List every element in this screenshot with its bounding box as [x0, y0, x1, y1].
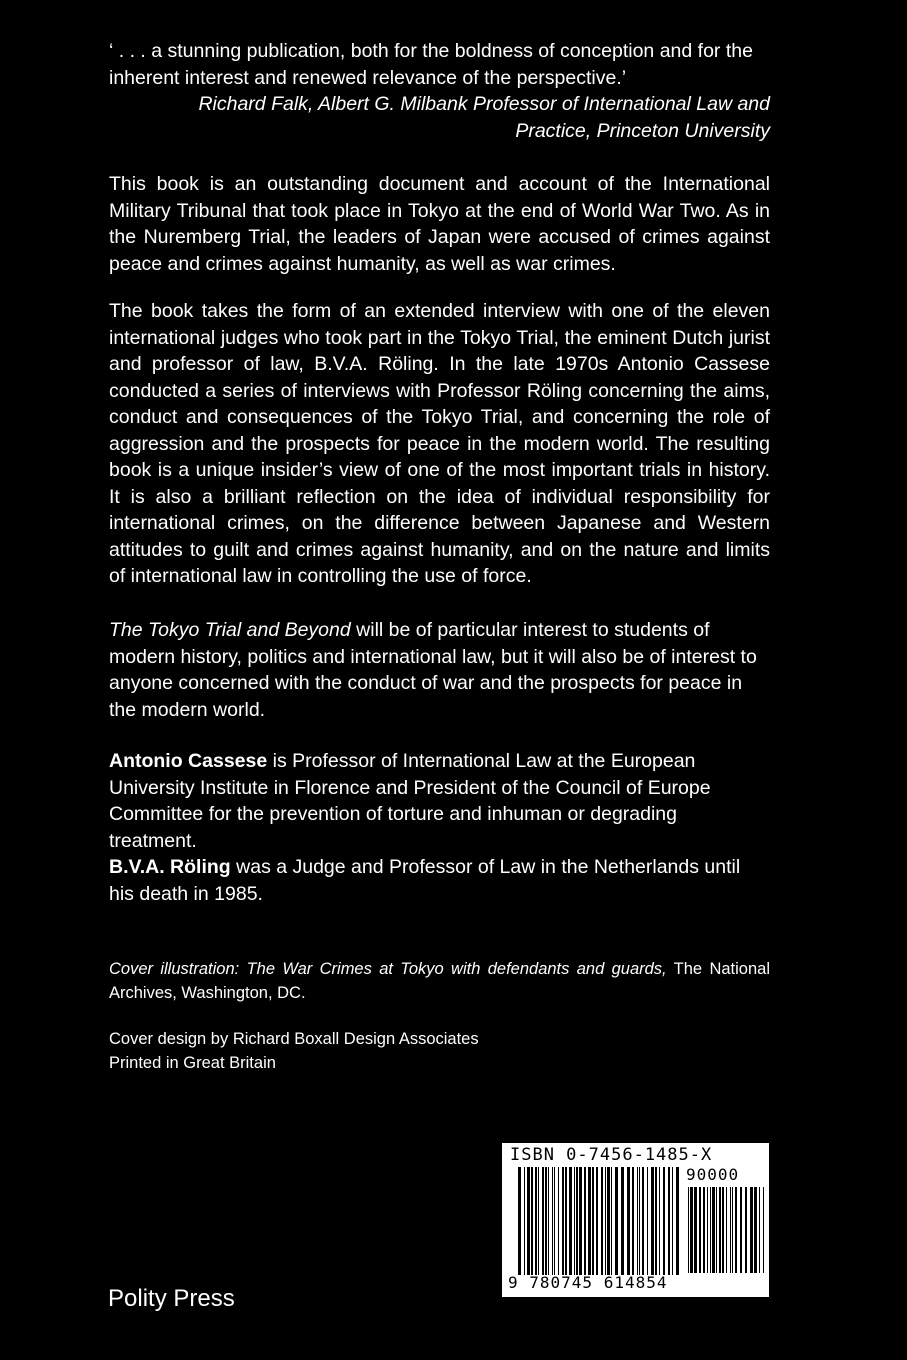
- illustration-source: The National Archives, Washington, DC.: [109, 960, 770, 1002]
- attribution-line-1: Richard Falk, Albert G. Milbank Professor of International Law and: [198, 93, 770, 115]
- barcode-bar: [524, 1167, 525, 1275]
- barcode-bar: [588, 1167, 591, 1275]
- barcode-bar: [615, 1167, 618, 1275]
- quote-text: ‘ . . . a stunning publication, both for the boldness of conception and for the inherent interest and renewed relevance of the perspective.’: [109, 40, 753, 89]
- barcode-bar: [538, 1167, 539, 1275]
- attribution-line-2: Practice, Princeton University: [515, 119, 770, 142]
- barcode-bar: [592, 1167, 594, 1275]
- barcode-bar: [722, 1187, 724, 1273]
- barcode-bar: [565, 1167, 567, 1275]
- barcode-bar: [730, 1187, 731, 1273]
- barcode-bar: [740, 1187, 742, 1273]
- author-name-cassese: Antonio Cassese: [109, 750, 268, 772]
- barcode-bar: [719, 1187, 721, 1273]
- barcode-bar: [554, 1167, 555, 1275]
- publisher-name: Polity Press: [108, 1285, 235, 1312]
- barcode-bar: [663, 1167, 665, 1275]
- illustration-caption: Cover illustration: The War Crimes at Tokyo with defendants and guards,: [109, 960, 667, 978]
- barcode-bar: [750, 1187, 753, 1273]
- barcode-bar: [707, 1187, 708, 1273]
- barcode-bar: [699, 1187, 701, 1273]
- barcode-bar: [672, 1167, 673, 1275]
- isbn-barcode: [502, 1143, 769, 1297]
- blurb-quote: [109, 38, 770, 144]
- barcode-bar: [710, 1187, 711, 1273]
- barcode-bar: [576, 1167, 578, 1275]
- barcode-bar: [716, 1187, 717, 1273]
- book-title: The Tokyo Trial and Beyond: [109, 619, 351, 641]
- barcode-bar: [584, 1167, 586, 1275]
- barcode-bar: [703, 1187, 705, 1273]
- barcode-bar: [647, 1167, 648, 1275]
- barcode-bar: [659, 1167, 660, 1275]
- ean-barcode-bars: [518, 1167, 682, 1275]
- barcode-bar: [548, 1167, 549, 1275]
- barcode-bar: [668, 1167, 670, 1275]
- barcode-bar: [637, 1167, 638, 1275]
- barcode-bar: [745, 1187, 747, 1273]
- barcode-bar: [735, 1187, 737, 1273]
- barcode-bar: [688, 1187, 689, 1273]
- cover-design-credit: Cover design by Richard Boxall Design Associates: [109, 1030, 479, 1048]
- barcode-bar: [605, 1167, 606, 1275]
- barcode-bar: [574, 1167, 575, 1275]
- barcode-bar: [639, 1167, 640, 1275]
- barcode-bar: [569, 1167, 572, 1275]
- barcode-bar: [627, 1167, 630, 1275]
- author-bio-roling-text: was a Judge and Professor of Law in the Netherlands until his death in 1985.: [109, 856, 741, 905]
- barcode-bar: [712, 1187, 715, 1273]
- description-paragraph-3: [109, 617, 770, 723]
- barcode-bar: [562, 1167, 564, 1275]
- addon-barcode-bars: [688, 1187, 764, 1273]
- author-bio-cassese-text: is Professor of International Law at the European University Institute in Florence and President of the Council of Europe Committee for the prevention of torture and inhuman or degrading treatment.: [109, 750, 711, 852]
- barcode-bar: [676, 1167, 679, 1275]
- quote-attribution: [109, 91, 770, 144]
- barcode-bar: [632, 1167, 634, 1275]
- barcode-bar: [611, 1167, 612, 1275]
- barcode-bar: [518, 1167, 521, 1275]
- barcode-bar: [527, 1167, 530, 1275]
- description-paragraph-2: The book takes the form of an extended interview with one of the eleven international judges who took part in the Tokyo Trial, the eminent Dutch jurist and professor of law, B.V.A. Röling. In the late 1970s Antonio Cassese conducted a series of interviews with Professor Röling concerning the aims, conduct and consequences of the Tokyo Trial, and concerning the role of aggression and the prospects for peace in the modern world. The resulting book is a unique insider’s view of one of the most important trials in history. It is also a brilliant reflection on the idea of individual responsibility for international crimes, on the difference between Japanese and Western attitudes to guilt and crimes against humanity, and on the nature and limits of international law in controlling the use of force.: [109, 300, 770, 587]
- barcode-bar: [531, 1167, 533, 1275]
- barcode-bar: [552, 1167, 553, 1275]
- barcode-bar: [621, 1167, 624, 1275]
- barcode-bar: [754, 1187, 757, 1273]
- paragraph-3-text: will be of particular interest to students of modern history, politics and international law, but it will also be of interest to anyone concerned with the conduct of war and the prospects for peace in the modern world.: [109, 619, 757, 721]
- barcode-bar: [651, 1167, 654, 1275]
- description-paragraph-1: This book is an outstanding document and account of the International Military Tribunal that took place in Tokyo at the end of World War Two. As in the Nuremberg Trial, the leaders of Japan were accused of crimes against peace and crimes against humanity, as well as war crimes.: [109, 173, 770, 275]
- barcode-bar: [763, 1187, 764, 1273]
- author-bio-roling: [109, 854, 770, 907]
- barcode-bar: [596, 1167, 598, 1275]
- barcode-bar: [690, 1187, 693, 1273]
- barcode-bar: [607, 1167, 610, 1275]
- ean-number: 9 780745 614854: [508, 1273, 668, 1292]
- cover-illustration-credit: [109, 958, 770, 1005]
- barcode-bar: [732, 1187, 733, 1273]
- production-credits: [109, 1028, 770, 1075]
- barcode-bar: [579, 1167, 582, 1275]
- barcode-bar: [655, 1167, 657, 1275]
- author-bio-cassese: [109, 748, 770, 854]
- barcode-bar: [545, 1167, 547, 1275]
- barcode-bar: [642, 1167, 644, 1275]
- barcode-bar: [542, 1167, 544, 1275]
- barcode-bar: [759, 1187, 760, 1273]
- barcode-bar: [558, 1167, 559, 1275]
- author-name-roling: B.V.A. Röling: [109, 856, 231, 878]
- isbn-number: ISBN 0-7456-1485-X: [510, 1145, 713, 1165]
- barcode-bar: [601, 1167, 603, 1275]
- printed-in-credit: Printed in Great Britain: [109, 1053, 276, 1072]
- barcode-bar: [726, 1187, 727, 1273]
- barcode-bar: [535, 1167, 537, 1275]
- price-addon-number: 90000: [686, 1165, 740, 1184]
- barcode-bar: [694, 1187, 697, 1273]
